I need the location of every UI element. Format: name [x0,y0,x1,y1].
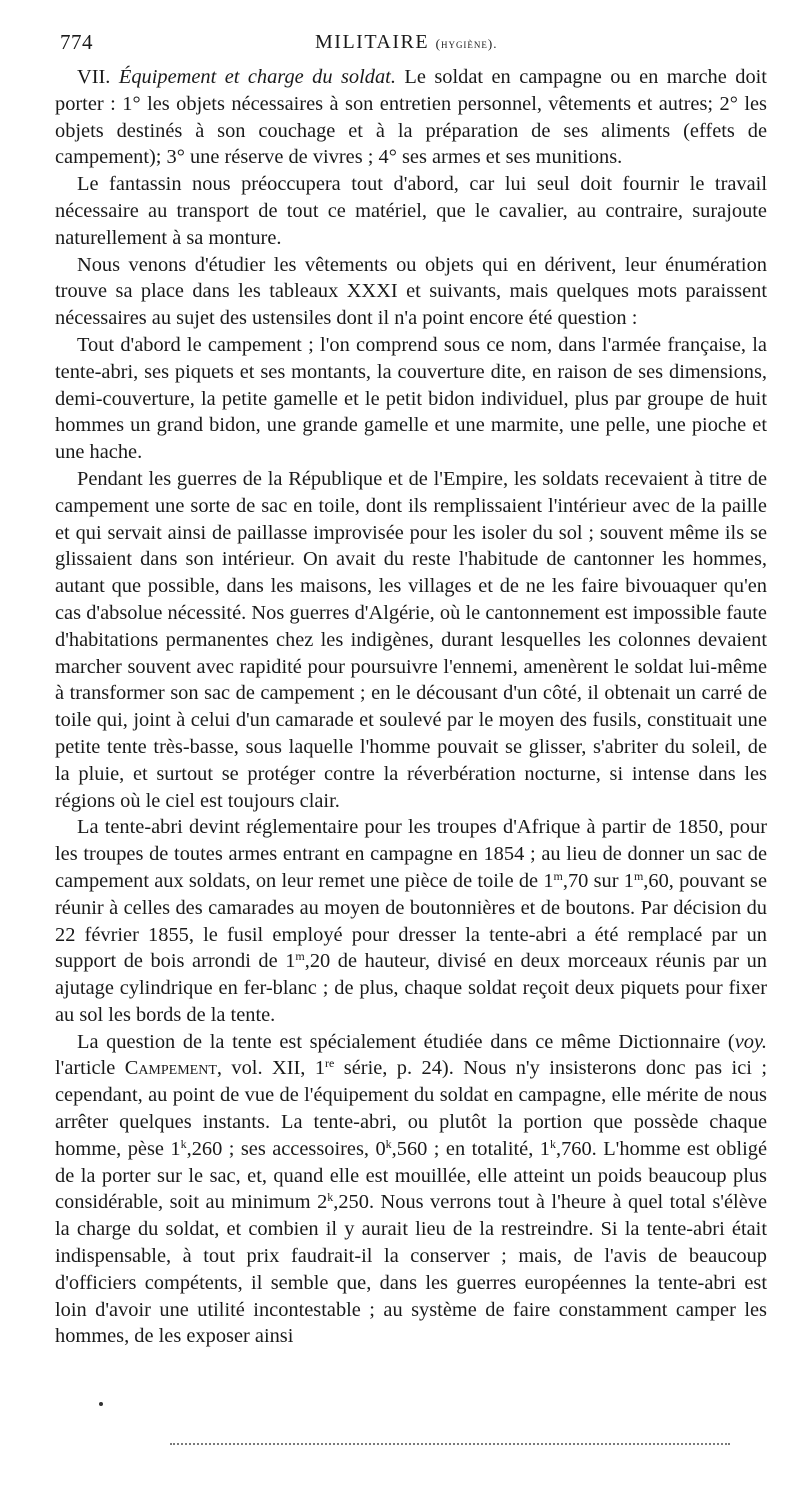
paragraph-campement: Tout d'abord le campement ; l'on comprend sous ce nom, dans l'armée française, la tente-abri, ses piquets et ses montants, la couverture dite, en raison de ses dimensions, demi-couverture, la petite gamelle et le petit bidon individuel, plus par groupe de huit hommes un grand bidon, une grande gamelle et une marmite, une pelle, une pioche et une hache. [55,333,767,464]
paragraph-equipement [55,64,767,171]
section-title: Équipement et charge du soldat. [118,66,396,88]
paragraph-text: Le soldat en campagne ou en marche doit porter : 1° les objets nécessaires à son entretien personnel, vêtements et autres; 2° les objets destinés à son couchage et à la préparation de ses aliments (effets de campement); 3° une réserve de vivres ; 4° ses armes et ses munitions. [55,66,767,169]
section-number: VII. [77,66,111,88]
unit-superscript: k [549,1136,556,1151]
text-run: ,560 ; en totalité, 1 [391,1137,550,1160]
footer-rule [170,1443,730,1445]
reference-campement: Campement [124,1057,217,1080]
paragraph-guerres: Pendant les guerres de la République et de l'Empire, les soldats recevaient à titre de campement une sorte de sac en toile, dont ils remplissaient l'intérieur avec de la paille et qui servait ainsi de paillasse improvisée pour les isoler du sol ; souvent même ils se glissaient dans son intérieur. On avait du reste l'habitude de cantonner les hommes, autant que possible, dans les maisons, les villages et de ne les faire bivouaquer qu'en cas d'absolue nécessité. Nos guerres d'Algérie, où le cantonnement est impossible faute d'habitations permanentes chez les indigènes, durant lesquelles les colonnes devaient marcher souvent avec rapidité pour poursuivre l'ennemi, amenèrent le soldat lui-même à transformer son sac de campement ; en le décousant d'un côté, il obtenait un carré de toile qui, joint à celui d'un camarade et soulevé par le moyen des fusils, constituait une petite tente très-basse, sous laquelle l'homme pouvait se glisser, s'abriter du soleil, de la pluie, et surtout se protéger contre la réverbération nocturne, si intense dans les régions où le ciel est toujours clair. [55,467,767,812]
text-run: ,70 sur 1 [562,869,634,892]
page-header [60,28,762,58]
paragraph-question-tente [55,1029,767,1351]
text-run: , vol. XII, 1 [216,1057,326,1080]
text-run: ,20 de hauteur, divisé en deux morceaux réunis par un ajutage cylindrique en fer-blanc ; de plus, chaque soldat reçoit deux piquets pour fixer au sol les bords de la tente. [55,950,767,1026]
paragraph-fantassin: Le fantassin nous préoccupera tout d'abord, car lui seul doit fournir le travail nécessaire au transport de tout ce matériel, que le cavalier, au contraire, surajoute naturellement à sa monture. [55,173,767,249]
text-run: l'article [55,1057,125,1080]
page-number: 774 [60,30,93,54]
text-run: La question de la tente est spécialement étudiée dans ce même Dictionnaire ( [77,1030,735,1053]
unit-superscript: k [385,1136,392,1151]
text-run: ,760. L'homme est obligé de la porter sur le sac, et, quand elle est mouillée, elle atteint un poids beaucoup plus considérable, soit au minimum 2 [55,1137,768,1214]
ordinal-superscript: re [325,1056,335,1071]
unit-superscript: m [633,868,644,883]
unit-superscript: m [295,949,305,964]
text-run: série, p. 24). Nous n'y insisterons donc pas ici ; cependant, au point de vue de l'équipement du soldat en campagne, elle mérite de nous arrêter quelques instants. La tente-abri, ou plutôt la portion que possède chaque homme, pèse 1 [55,1057,768,1160]
text-run: ,60, pouvant se réunir à celles des camarades au moyen de boutonnières et de boutons. Par décision du 22 février 1855, le fusil employé pour dresser la tente-abri a été remplacé par un support de bois arrondi de 1 [55,869,767,973]
ink-dot [99,1402,103,1406]
body-text [55,64,767,1350]
unit-superscript: m [553,868,563,883]
paragraph-tente-abri [55,814,767,1028]
running-head [315,31,498,54]
running-head-title: MILITAIRE [315,31,430,53]
unit-superscript: k [327,1190,334,1205]
text-run: ,250. Nous verrons tout à l'heure à quel total s'élève la charge du soldat, et combien il y aurait lieu de la restreindre. Si la tente-abri était indispensable, à tout prix faudrait-il la conserver ; mais, de l'avis de beaucoup d'officiers compétents, il semble que, dans les guerres européennes la tente-abri est loin d'avoir une utilité incontestable ; au système de faire constamment camper les hommes, de les exposer ainsi [55,1191,767,1348]
paragraph-vetements: Nous venons d'étudier les vêtements ou objets qui en dérivent, leur énumération trouve sa place dans les tableaux XXXI et suivants, mais quelques mots paraissent nécessaires au sujet des ustensiles dont il n'a point encore été question : [55,253,767,330]
italic-voy: voy. [734,1030,767,1053]
unit-superscript: k [180,1136,187,1151]
running-head-subtitle: (hygiène). [435,36,498,51]
text-run: ,260 ; ses accessoires, 0 [186,1137,386,1160]
text-run: La tente-abri devint réglementaire pour les troupes d'Afrique à partir de 1850, pour les troupes de toutes armes entrant en campagne en 1854 ; au lieu de donner un sac de campement aux soldats, on leur remet une pièce de toile de 1 [55,816,767,892]
